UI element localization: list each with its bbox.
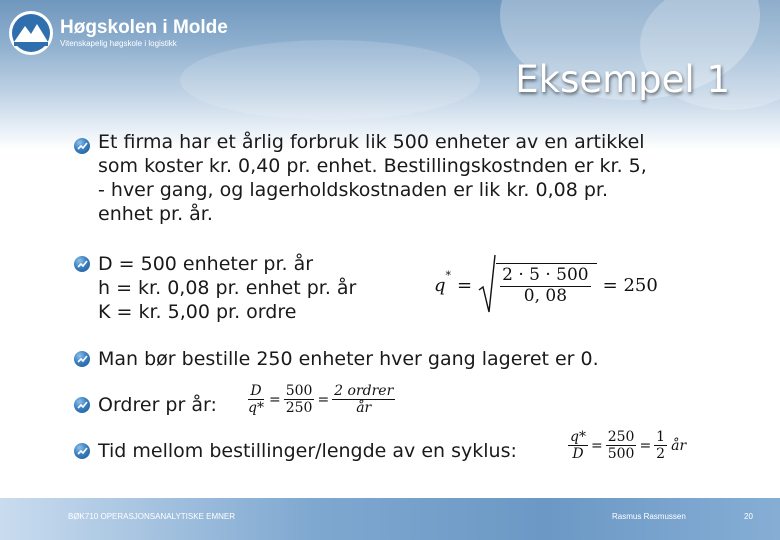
formula-numerator: 2 ordrer xyxy=(334,383,394,399)
bullet-icon xyxy=(74,397,90,413)
formula-numerator: 250 xyxy=(607,429,635,445)
bullet-text-parameters xyxy=(98,252,356,324)
text-line: - hver gang, og lagerholdskostnaden er lik kr. 0,08 pr. xyxy=(98,179,609,201)
text-line: Man bør bestille 250 enheter hver gang lageret er 0. xyxy=(98,348,599,370)
logo-tagline: Vitenskapelig høgskole i logistikk xyxy=(60,39,177,48)
formula-numerator: 1 xyxy=(656,429,666,445)
square-root-icon xyxy=(478,254,496,316)
formula-unit: år xyxy=(671,437,687,454)
text-line: D = 500 enheter pr. år xyxy=(98,253,314,275)
formula-equals: = xyxy=(590,437,603,454)
text-line: K = kr. 5,00 pr. ordre xyxy=(98,301,297,323)
formula-equals: = xyxy=(457,274,473,296)
text-line: Ordrer pr år: xyxy=(98,394,217,416)
formula-numerator: D xyxy=(250,383,262,399)
footer-page-number: 20 xyxy=(744,512,753,521)
bullet-icon xyxy=(74,256,90,272)
formula-equals: = xyxy=(268,391,281,408)
bullet-icon xyxy=(74,138,90,154)
school-logo xyxy=(8,10,228,56)
formula-numerator: 500 xyxy=(285,383,313,399)
slide-footer xyxy=(0,498,780,540)
formula-denominator: 500 xyxy=(607,446,635,463)
formula-denominator: D xyxy=(572,446,584,463)
formula-result: = 250 xyxy=(602,274,658,296)
text-line: h = kr. 0,08 pr. enhet pr. år xyxy=(98,277,357,299)
bullet-text-orders xyxy=(98,393,217,417)
formula-denominator: 0, 08 xyxy=(523,286,568,306)
text-line: som koster kr. 0,40 pr. enhet. Bestillingskostnden er kr. 5, xyxy=(98,155,647,177)
text-line: Tid mellom bestillinger/lengde av en syklus: xyxy=(98,440,517,462)
formula-equals: = xyxy=(639,437,652,454)
logo-name: Høgskolen i Molde xyxy=(60,17,228,38)
slide-header xyxy=(0,0,780,150)
slide-title: Eksempel 1 xyxy=(515,58,730,101)
bullet-text-problem xyxy=(98,130,647,226)
text-line: enhet pr. år. xyxy=(98,203,213,225)
formula-denominator: 2 xyxy=(656,446,666,463)
footer-author: Rasmus Rasmussen xyxy=(612,512,686,521)
bullet-text-cycle xyxy=(98,439,517,463)
orders-formula xyxy=(246,383,395,416)
text-line: Et firma har et årlig forbruk lik 500 enheter av en artikkel xyxy=(98,131,645,153)
formula-denominator: q* xyxy=(248,400,264,417)
bullet-text-recommendation xyxy=(98,347,599,371)
eoq-formula xyxy=(434,254,658,316)
footer-course: BØK710 OPERASJONSANALYTISKE EMNER xyxy=(68,512,236,521)
cycle-formula xyxy=(568,429,686,462)
formula-star: * xyxy=(445,268,452,282)
bullet-icon xyxy=(74,351,90,367)
formula-q: q xyxy=(434,274,446,296)
formula-equals: = xyxy=(317,391,330,408)
formula-denominator: 250 xyxy=(285,400,313,417)
mountain-logo-icon xyxy=(8,10,54,56)
formula-denominator: år xyxy=(356,400,372,417)
bullet-icon xyxy=(74,443,90,459)
formula-numerator: q* xyxy=(570,429,586,445)
formula-numerator: 2 · 5 · 500 xyxy=(502,265,589,286)
